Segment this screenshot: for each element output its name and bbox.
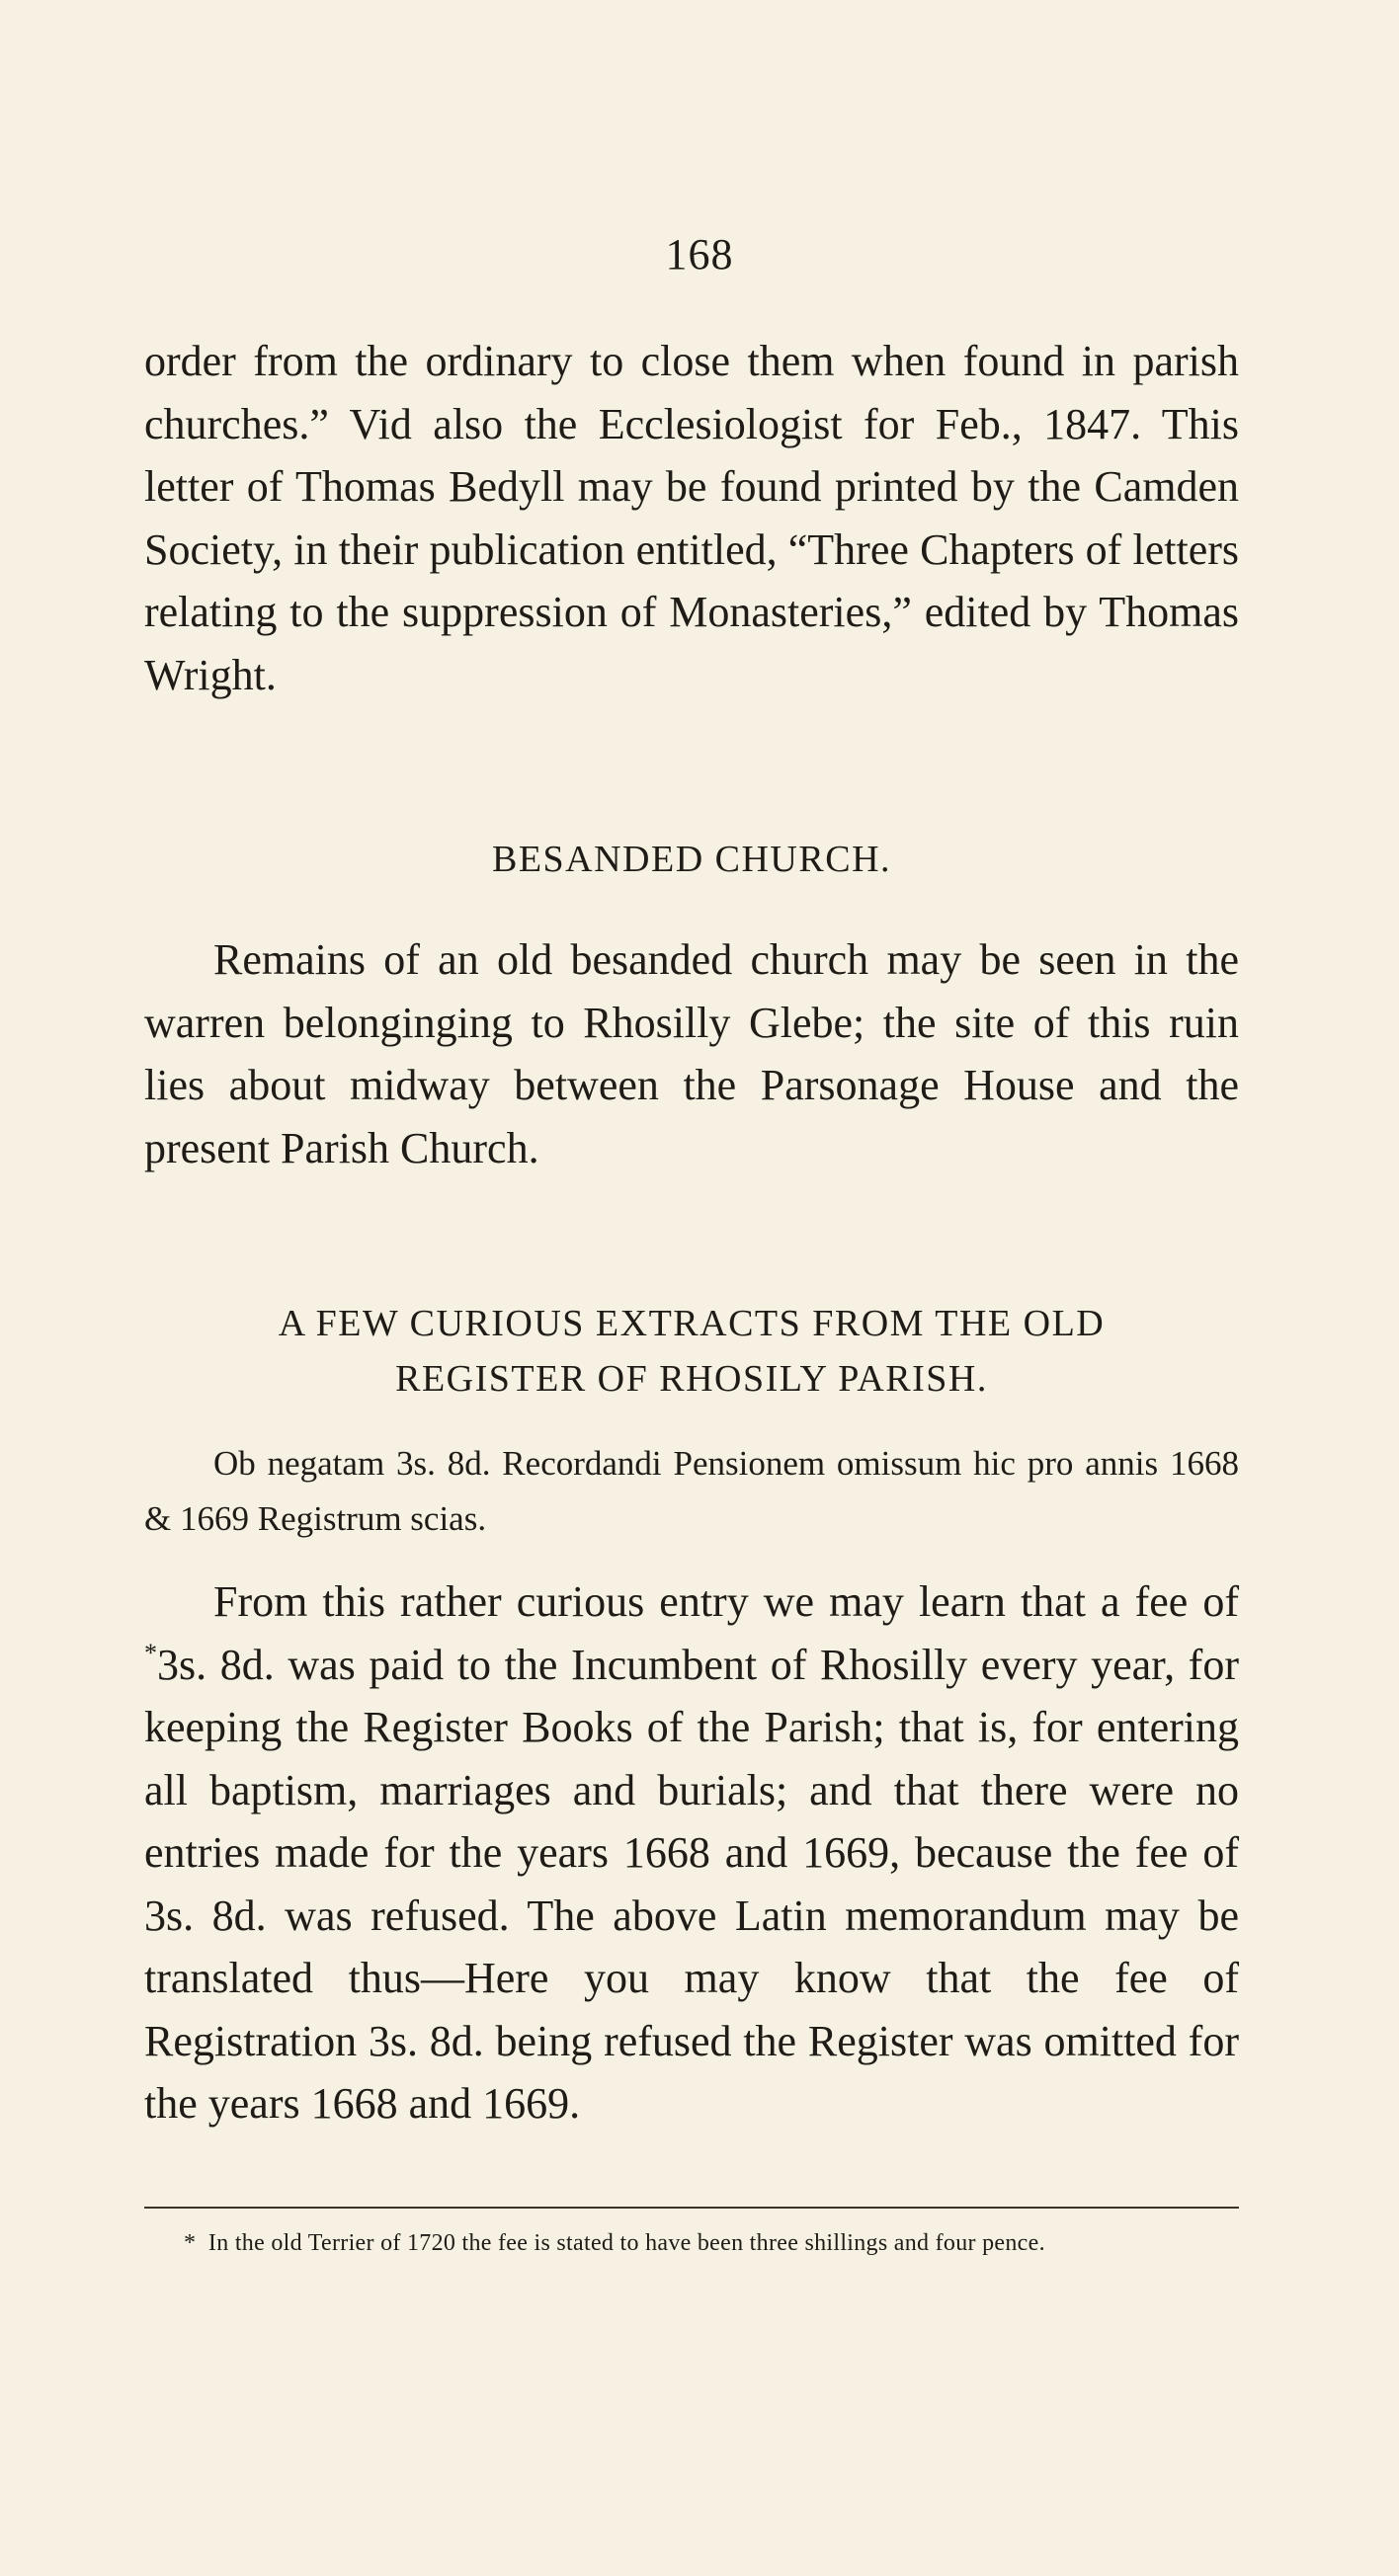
register-paragraph-text bbox=[144, 1570, 1239, 2135]
besanded-church-paragraph bbox=[144, 928, 1239, 1179]
page-number: 168 bbox=[665, 230, 734, 279]
register-text-part2: 3s. 8d. was paid to the Incumbent of Rhosilly every year, for keeping the Register Books of the Parish; that is, for entering all baptism, marriages and burials; and that there were no entries made for the years 1668 and 1669, because the fee of 3s. 8d. was refused. The above Latin memorandum may be translated thus—Here you may know that the fee of Registration 3s. 8d. being refused the Register was omitted for the years 1668 and 1669. bbox=[144, 1640, 1239, 2128]
section-heading-extracts-line2: REGISTER OF RHOSILY PARISH. bbox=[395, 1358, 988, 1400]
register-text-part1: From this rather curious entry we may learn that a fee of bbox=[213, 1577, 1239, 1626]
besanded-church-text: Remains of an old besanded church may be seen in the warren belonginging to Rhosilly Glebe; the site of this ruin lies about midway between the Parsonage House and the present Parish Church. bbox=[144, 935, 1239, 1172]
footnote-text: In the old Terrier of 1720 the fee is stated to have been three shillings and four pence. bbox=[207, 2230, 1045, 2256]
section-heading-extracts-line1: A FEW CURIOUS EXTRACTS FROM THE OLD bbox=[278, 1303, 1106, 1344]
footnote bbox=[144, 2218, 1239, 2268]
section-heading-extracts bbox=[144, 1296, 1239, 1407]
section-heading-besanded-church: BESANDED CHURCH. bbox=[491, 839, 892, 880]
opening-paragraph: order from the ordinary to close them when found in parish churches.” Vid also the Ecclesiologist for Feb., 1847. This letter of Thomas Bedyll may be found printed by the Camden Society, in their publication entitled, “Three Chapters of letters relating to the suppression of Monasteries,” edited by Thomas Wright. bbox=[144, 337, 1239, 699]
register-paragraph bbox=[144, 1570, 1239, 2135]
footnote-divider bbox=[144, 2207, 1239, 2209]
footnote-reference-mark: * bbox=[144, 1638, 157, 1667]
footnote-mark: * bbox=[184, 2230, 197, 2256]
latin-register-quote: Ob negatam 3s. 8d. Recordandi Pensionem omissum hic pro annis 1668 & 1669 Registrum scias. bbox=[144, 1444, 1239, 1538]
